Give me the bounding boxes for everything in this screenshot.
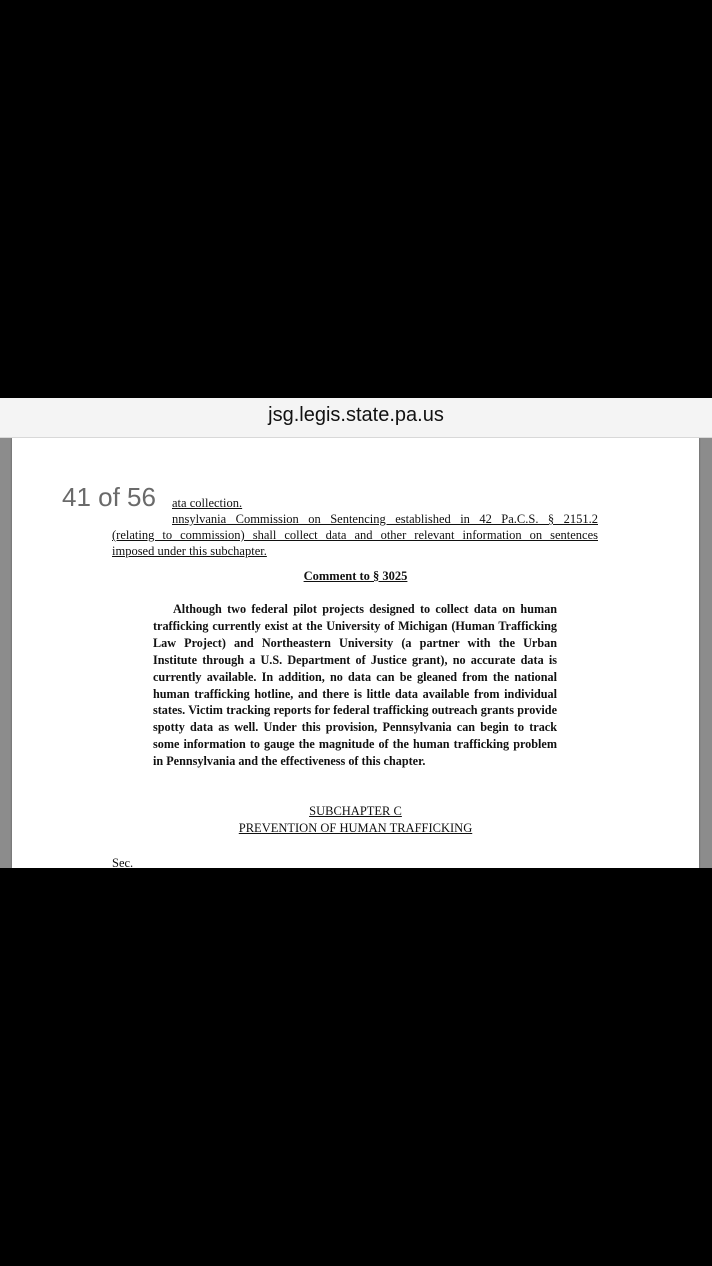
comment-body: Although two federal pilot projects designed to collect data on human trafficking currently exist at the University of Michigan (Human Trafficking Law Project) and Northeastern University (a partner with the Urban Institute through a U.S. Department of Justice grant), no accurate data is currently available. In addition, no data can be gleaned from the national human trafficking hotline, and there is little data available from individual states. Victim tracking reports for federal trafficking outreach grants provide spotty data as well. Under this provision, Pennsylvania can begin to track some information to gauge the magnitude of the human trafficking problem in Pennsylvania and the effectiveness of this chapter. [153, 602, 557, 769]
comment-title: Comment to § 3025 [303, 569, 408, 583]
bottom-black-area [0, 868, 712, 1266]
subsection-text-line-1: nnsylvania Commission on Sentencing established in 42 Pa.C.S. § 2151.2 [172, 512, 598, 526]
url-text[interactable]: jsg.legis.state.pa.us [268, 404, 444, 426]
subchapter-title: PREVENTION OF HUMAN TRAFFICKING [238, 821, 473, 835]
section-heading: ata collection. [172, 496, 243, 510]
address-bar[interactable] [0, 398, 712, 438]
subchapter-label: SUBCHAPTER C [309, 804, 402, 818]
subsection-text-line-3: imposed under this subchapter. [112, 544, 267, 558]
page-counter-badge: 41 of 56 [54, 480, 166, 515]
subsection-text-line-2: (relating to commission) shall collect data and other relevant information on sentences [112, 528, 598, 542]
top-black-area [0, 0, 712, 398]
pdf-page [12, 438, 699, 868]
sec-label: Sec. [112, 856, 134, 868]
pdf-viewer[interactable] [0, 438, 712, 868]
